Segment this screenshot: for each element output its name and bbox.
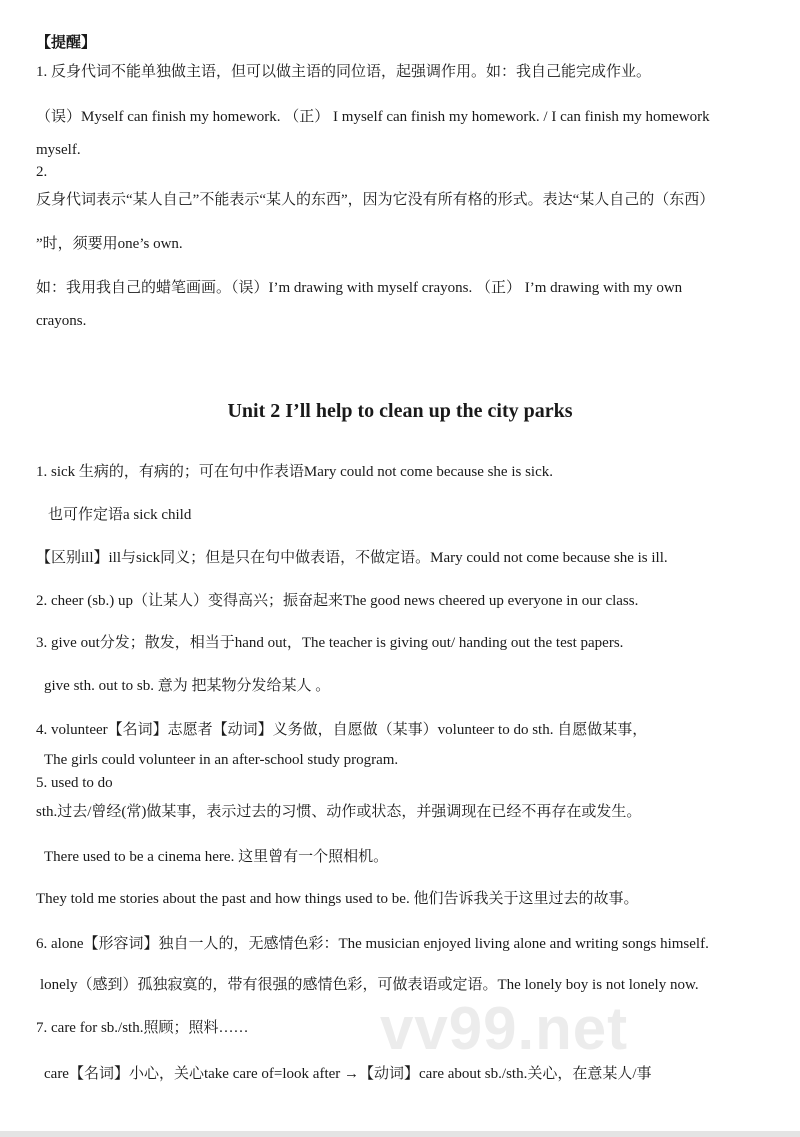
note-line: They told me stories about the past and how things used to be. 他们告诉我关于这里过去的故事。 (36, 891, 639, 907)
note-line: 2. cheer (sb.) up（让某人）变得高兴；振奋起来The good news cheered up everyone in our class. (36, 593, 639, 609)
note-line: sth.过去/曾经(常)做某事，表示过去的习惯、动作或状态，并强调现在已经不再存在或发生。 (36, 804, 642, 820)
reminder-line: crayons. (36, 313, 87, 329)
note-line: 1. sick 生病的，有病的；可在句中作表语Mary could not come because she is sick. (36, 464, 554, 480)
note-line: 4. volunteer【名词】志愿者【动词】义务做，自愿做（某事）volunteer to do sth. 自愿做某事， (36, 722, 648, 738)
reminder-line: 2. (36, 164, 48, 180)
note-line: 5. used to do (36, 775, 113, 791)
reminder-line: 1. 反身代词不能单独做主语，但可以做主语的同位语，起强调作用。如：我自己能完成作业。 (36, 64, 652, 80)
note-line: lonely（感到）孤独寂寞的，带有很强的感情色彩，可做表语或定语。The lonely boy is not lonely now. (40, 977, 699, 993)
note-line: 3. give out分发；散发，相当于hand out，The teacher is giving out/ handing out the test papers. (36, 635, 624, 651)
reminder-line: ”时，须要用one’s own. (36, 236, 183, 252)
reminder-line: myself. (36, 142, 81, 158)
note-line: 6. alone【形容词】独自一人的，无感情色彩：The musician enjoyed living alone and writing songs himself. (36, 936, 709, 952)
unit-title: Unit 2 I’ll help to clean up the city parks (227, 400, 573, 422)
note-line: The girls could volunteer in an after-school study program. (44, 752, 399, 768)
reminder-line: 反身代词表示“某人自己”不能表示“某人的东西”，因为它没有所有格的形式。表达“某人自己的（东西） (36, 192, 715, 208)
reminder-line: 如：我用我自己的蜡笔画画。（误）I’m drawing with myself crayons. （正） I’m drawing with my own (36, 280, 683, 296)
note-line: 也可作定语a sick child (48, 507, 192, 523)
reminder-line: （误）Myself can finish my homework. （正） I myself can finish my homework. / I can finish my homework (36, 109, 710, 125)
note-line: 7. care for sb./sth.照顾；照料…… (36, 1020, 249, 1036)
note-line: give sth. out to sb. 意为 把某物分发给某人 。 (44, 678, 331, 694)
note-line: There used to be a cinema here. 这里曾有一个照相机。 (44, 849, 389, 865)
watermark: vv99.net (380, 995, 629, 1062)
note-line: care【名词】小心，关心take care of=look after →【动词】care about sb./sth.关心，在意某人/事 (44, 1066, 652, 1082)
note-line: 【区别ill】ill与sick同义；但是只在句中做表语，不做定语。Mary could not come because she is ill. (36, 550, 668, 566)
page-bottom-edge (0, 1131, 800, 1137)
reminder-heading: 【提醒】 (36, 35, 97, 51)
